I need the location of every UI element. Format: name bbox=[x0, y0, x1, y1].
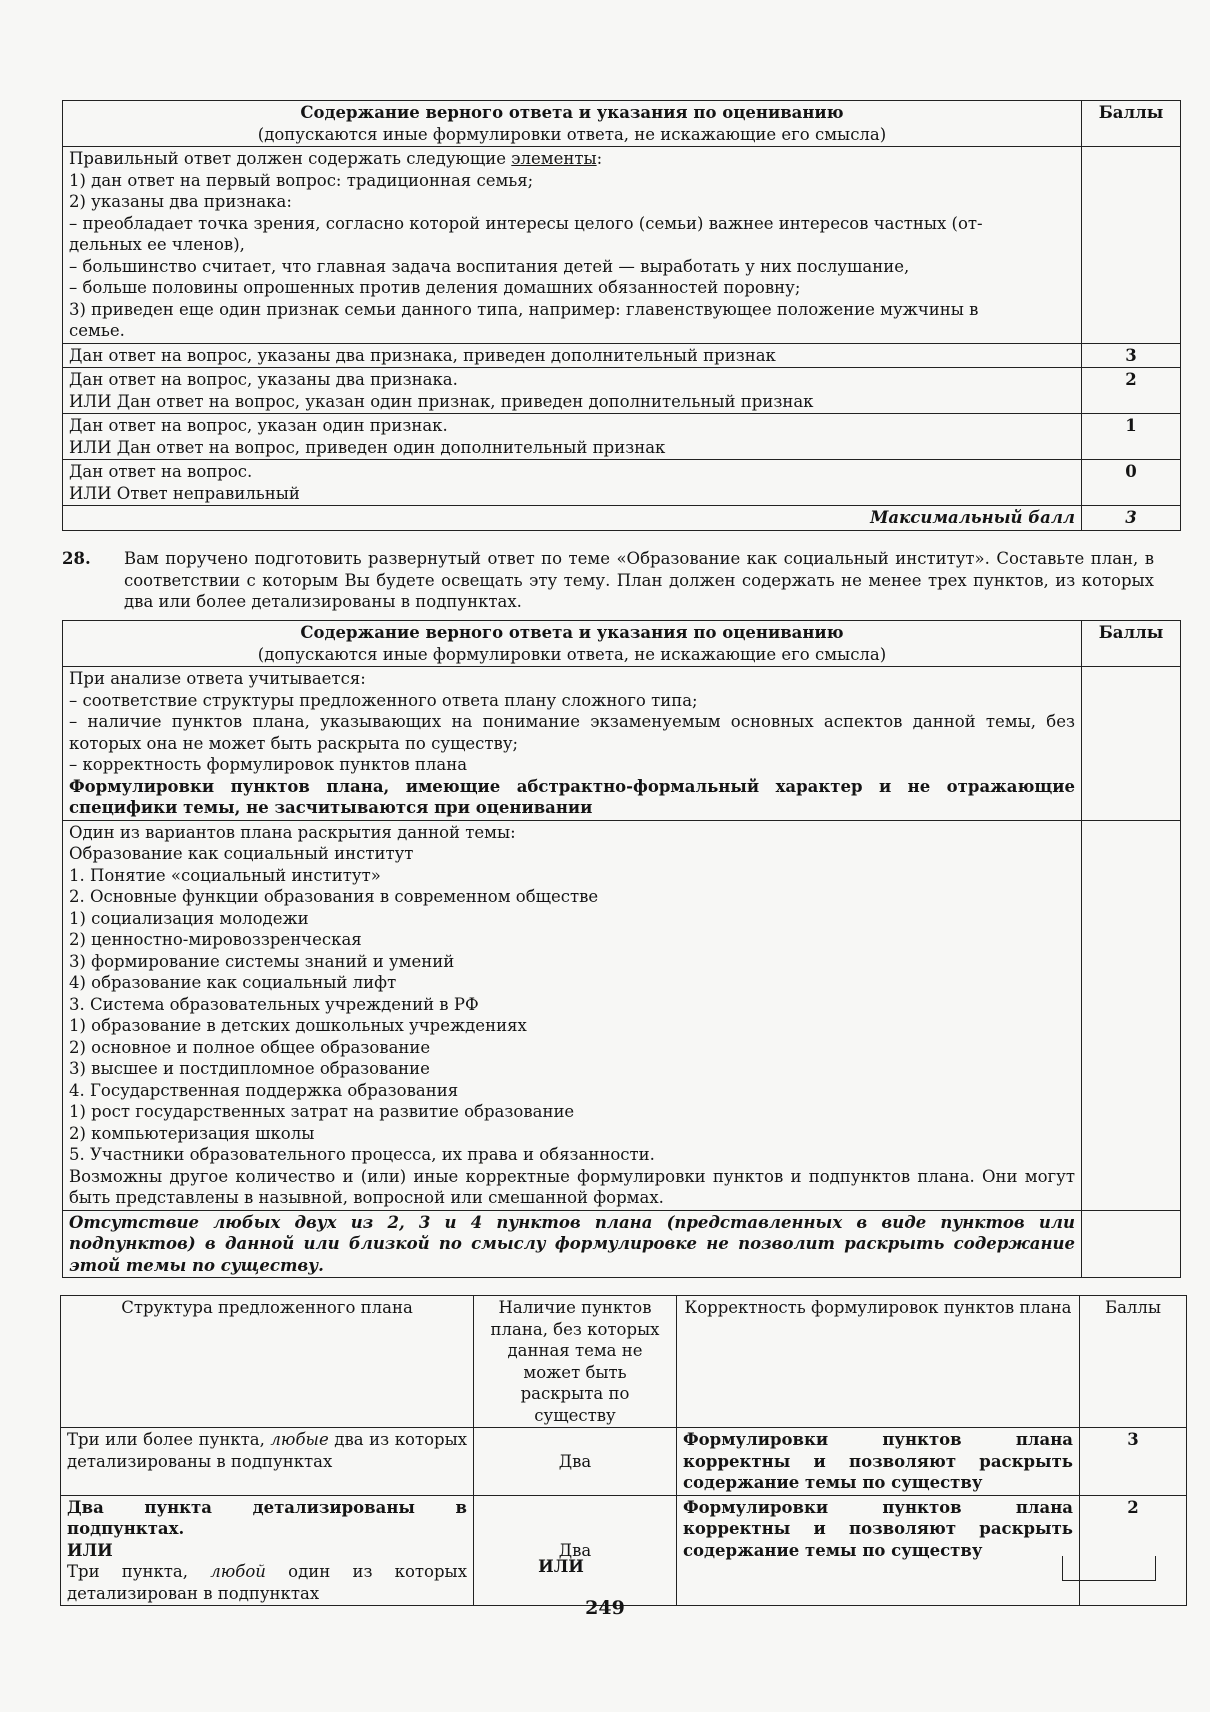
plan-row bbox=[63, 820, 1181, 1210]
scoring-table-27 bbox=[62, 100, 1181, 531]
points-cell: Два bbox=[474, 1428, 677, 1496]
answer-elements bbox=[63, 147, 1082, 344]
task-28 bbox=[62, 548, 1154, 613]
element-line: 1) дан ответ на первый вопрос: традиционная семья; bbox=[69, 170, 534, 190]
element-line: семье. bbox=[69, 321, 125, 340]
criterion-score: 2 bbox=[1082, 368, 1181, 414]
score-column-extension bbox=[1062, 1556, 1156, 1581]
criterion-text: Дан ответ на вопрос, указаны два признака, приведен дополнительный признак bbox=[63, 343, 1082, 368]
element-line: – больше половины опрошенных против деления домашних обязанностей поровну; bbox=[69, 278, 801, 297]
plan-score-row bbox=[61, 1495, 1187, 1606]
page-number: 249 bbox=[585, 1597, 625, 1619]
task-text: Вам поручено подготовить развернутый ответ по теме «Образование как социальный институт». Составьте план, в соответствии с которым Вы будете освещать эту тему. План должен содержать не менее трех пунктов, из которых два или более детализированы в подпунктах. bbox=[124, 549, 1154, 611]
correctness-cell: Формулировки пунктов плана корректны и позволяют раскрыть содержание темы по существу bbox=[677, 1495, 1080, 1606]
criterion-score: 3 bbox=[1082, 343, 1181, 368]
criterion-row bbox=[63, 460, 1181, 506]
table-header-row bbox=[63, 101, 1181, 147]
criterion-text: Дан ответ на вопрос, указаны два признака. ИЛИ Дан ответ на вопрос, указан один признак, приведен дополнительный признак bbox=[63, 368, 1082, 414]
empty-score-cell bbox=[1082, 1210, 1181, 1278]
element-line: 2) указаны два признака: bbox=[69, 192, 292, 211]
criterion-row bbox=[63, 343, 1181, 368]
ili-separator: ИЛИ bbox=[538, 1557, 584, 1576]
empty-score-cell bbox=[1082, 667, 1181, 821]
italic-note: Отсутствие любых двух из 2, 3 и 4 пунктов плана (представленных в виде пунктов или подпунктов) в данной или близкой по смыслу формулировке не позволит раскрыть содержание этой темы по существу. bbox=[63, 1210, 1082, 1278]
criterion-text: Дан ответ на вопрос, указан один признак. ИЛИ Дан ответ на вопрос, приведен один дополнительный признак bbox=[63, 414, 1082, 460]
criterion-text: Дан ответ на вопрос. ИЛИ Ответ неправильный bbox=[63, 460, 1082, 506]
structure-header: Структура предложенного плана bbox=[61, 1296, 474, 1428]
max-score-value: 3 bbox=[1082, 506, 1181, 531]
points-header: Наличие пунктов плана, без которых данная тема не может быть раскрыта по существу bbox=[474, 1296, 677, 1428]
plan-score-row bbox=[61, 1428, 1187, 1496]
structure-cell: Два пункта детализированы в подпунктах. ИЛИ Три пункта, любой один из которых детализирован в подпунктах bbox=[61, 1495, 474, 1606]
criterion-score: 1 bbox=[1082, 414, 1181, 460]
criterion-row bbox=[63, 368, 1181, 414]
score-cell: 2 bbox=[1080, 1495, 1187, 1606]
elements-intro: Правильный ответ должен содержать следующие элементы: bbox=[69, 149, 603, 168]
analysis-criteria: При анализе ответа учитывается: – соответствие структуры предложенного ответа плану сложного типа; – наличие пунктов плана, указывающих на понимание экзаменуемым основных аспектов данной темы, без которых она не может быть раскрыта по существу; – корректность формулировок пунктов плана Формулировки пунктов плана, имеющие абстрактно-формальный характер и не отражающие специфики темы, не засчитываются при оценивании bbox=[63, 667, 1082, 821]
score-header: Баллы bbox=[1082, 621, 1181, 667]
score-header: Баллы bbox=[1080, 1296, 1187, 1428]
content-header: Содержание верного ответа и указания по оцениванию (допускаются иные формулировки ответа, не искажающие его смысла) bbox=[63, 101, 1082, 147]
criterion-score: 0 bbox=[1082, 460, 1181, 506]
table-header-row bbox=[61, 1296, 1187, 1428]
score-cell: 3 bbox=[1080, 1428, 1187, 1496]
sample-plan: Один из вариантов плана раскрытия данной темы: Образование как социальный институт 1. Понятие «социальный институт» 2. Основные функции образования в современном обществе 1) социализация молодежи 2) ценностно-мировоззренческая 3) формирование системы знаний и умений 4) образование как социальный лифт 3. Система образовательных учреждений в РФ 1) образование в детских дошкольных учреждениях 2) основное и полное общее образование 3) высшее и постдипломное образование 4. Государственная поддержка образования 1) рост государственных затрат на развитие образование 2) компьютеризация школы 5. Участники образовательного процесса, их права и обязанности. Возможны другое количество и (или) иные корректные формулировки пунктов и подпунктов плана. Они могут быть представлены в назывной, вопросной или смешанной формах. bbox=[63, 820, 1082, 1210]
element-line: – большинство считает, что главная задача воспитания детей — выработать у них послушание, bbox=[69, 256, 910, 276]
element-line: – преобладает точка зрения, согласно которой интересы целого (семьи) важнее интересов частных (от- bbox=[69, 213, 983, 233]
structure-cell: Три или более пункта, любые два из которых детализированы в подпунктах bbox=[61, 1428, 474, 1496]
element-line: 3) приведен еще один признак семьи данного типа, например: главенствующее положение мужчины в bbox=[69, 299, 979, 319]
correctness-header: Корректность формулировок пунктов плана bbox=[677, 1296, 1080, 1428]
empty-score-cell bbox=[1082, 147, 1181, 344]
note-row bbox=[63, 1210, 1181, 1278]
scoring-table-28 bbox=[62, 620, 1181, 1278]
max-score-row bbox=[63, 506, 1181, 531]
table-header-row bbox=[63, 621, 1181, 667]
criterion-row bbox=[63, 414, 1181, 460]
content-header: Содержание верного ответа и указания по оцениванию (допускаются иные формулировки ответа, не искажающие его смысла) bbox=[63, 621, 1082, 667]
analysis-row bbox=[63, 667, 1181, 821]
answer-elements-row bbox=[63, 147, 1181, 344]
points-cell: Два bbox=[474, 1495, 677, 1606]
correctness-cell: Формулировки пунктов плана корректны и позволяют раскрыть содержание темы по существу bbox=[677, 1428, 1080, 1496]
max-score-label: Максимальный балл bbox=[63, 506, 1082, 531]
empty-score-cell bbox=[1082, 820, 1181, 1210]
score-header: Баллы bbox=[1082, 101, 1181, 147]
task-number: 28. bbox=[62, 549, 91, 568]
element-line: дельных ее членов), bbox=[69, 235, 245, 254]
